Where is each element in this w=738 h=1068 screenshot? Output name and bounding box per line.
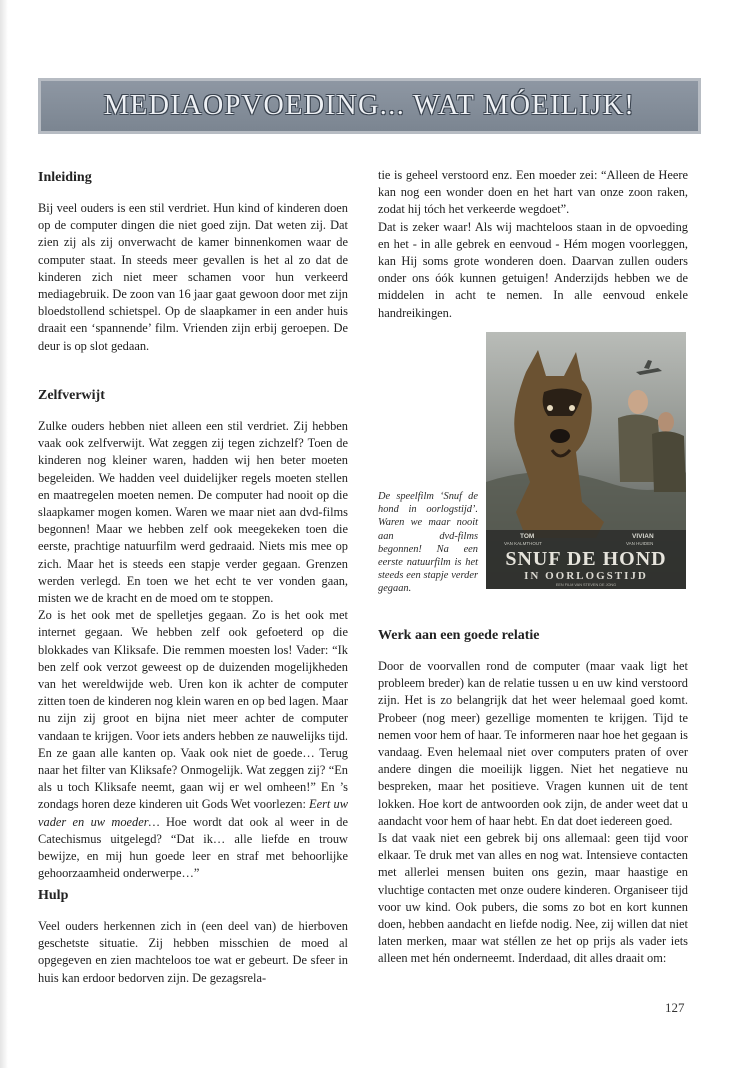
poster-subtitle: IN OORLOGSTIJD — [524, 570, 648, 582]
article-title: MEDIAOPVOEDING... WAT MÓEILIJK! — [103, 90, 636, 121]
zelfverwijt-quote: Eert uw vader en uw moeder… — [38, 797, 348, 829]
section-inleiding — [38, 170, 348, 355]
section-hulp-continued — [378, 167, 688, 322]
zelfverwijt-text: Zo is het ook met de spelletjes gegaan. Zo is het ook met internet gegaan. We hebben zelf ook gefoeterd op die blokkades van Kliksafe. Die remmen moesten los! Vader: “Ik ben zelf ook verzot geweest op de duizenden mogelijkheden van het wereldwijde web. Uren kon ik achter de computer zitten toen de kinderen nog klein waren en op bed lagen. Maar nu zijn zij groot en bijna niet meer achter de computer vandaan te krijgen. Voor iets anders hebben ze nauwelijks tijd. En ze gaan alle kanten op. Vaak ook niet de goede… Terug naar het filter van Kliksafe? Onmogelijk. Wat zeggen zij? “En als u toch Kliksafe neemt, gaan wij er wel omheen!” En ’s zondags horen deze kinderen uit Gods Wet voorlezen: — [38, 608, 348, 812]
page-number: 127 — [665, 1000, 685, 1015]
heading-zelfverwijt: Zelfverwijt — [38, 388, 105, 403]
section-hulp — [38, 888, 348, 987]
paragraph-hulp: Veel ouders herkennen zich in (een deel van) de hierboven geschetste situatie. Zij hebben misschien de moed al opgegeven en zien machteloos toe wat er gebeurt. De sfeer in huis kan erdoor bedorven zijn. De gezagsrela- — [38, 919, 348, 985]
movie-poster-image — [486, 332, 686, 589]
heading-hulp: Hulp — [38, 888, 69, 903]
poster-actor-left-surname: VAN KALMTHOUT — [504, 541, 542, 546]
article-title-banner — [38, 78, 701, 134]
paragraph-relatie-1: Door de voorvallen rond de computer (maar vaak ligt het probleem breder) kan de relatie tussen u en uw kind verstoord zijn. Het is zo belangrijk dat het weer helemaal goed komt. Probeer (nog meer) gezellige momenten te krijgen. Tijd te nemen voor hem of haar. Te informeren naar hoe het gegaan is vandaag. Even helemaal niet over computers praten of over andere dingen die moeilijk liggen. Niet het negatieve nu bespreken, maar het positieve. Vragen kunnen uit de tent lokken. Hoe kort de antwoorden ook zijn, de ander weet dat u aandacht voor hem of haar hebt. En dat doet iedereen goed. — [378, 659, 688, 828]
movie-poster — [486, 332, 686, 589]
section-relatie — [378, 628, 688, 968]
poster-actor-right-surname: VAN HUIDEN — [626, 541, 654, 546]
poster-actor-right: VIVIAN — [632, 533, 654, 540]
poster-title: SNUF DE HOND — [505, 548, 667, 570]
figure-caption: De speelfilm ‘Snuf de hond in oorlogstijd’. Waren we maar nooit aan dvd-films begonnen! Na een eerste natuurfilm is het steeds een stapje verder gegaan. — [378, 491, 478, 595]
poster-credit: EEN FILM VAN STEVEN DE JONG — [555, 583, 617, 587]
paragraph-zelfverwijt-2 — [38, 607, 348, 882]
section-zelfverwijt — [38, 388, 348, 882]
heading-inleiding: Inleiding — [38, 170, 92, 185]
paragraph-inleiding: Bij veel ouders is een stil verdriet. Hun kind of kinderen doen op de computer dingen die niet goed zijn. Dat weten zij. Dat zien zij als zij onverwacht de kamer binnenkomen waar de computer staat. In steeds meer gevallen is het al zo dat de kinderen zich niet meer schamen voor hun verkeerd mediagebruik. De zoon van 16 jaar gaat gewoon door met zijn bloedstollend schietspel. Op de slaapkamer in een ander huis draait een ‘spannende’ film. Vrienden zijn erbij geroepen. De deur is op slot gedaan. — [38, 201, 348, 353]
paragraph-relatie-2: Is dat vaak niet een gebrek bij ons allemaal: geen tijd voor elkaar. Te druk met van alles en nog wat. Intensieve contacten met allerlei mensen buiten ons gezin, maar haastige en vluchtige contacten met onze oudere kinderen. Organiseer tijd voor uw kind. Ook pubers, die soms zo bot en kort kunnen doen, hebben aandacht en liefde nodig. Nee, zij willen dat niet laten merken, maar wat stéllen ze het op prijs als vader iets alleen met hén onderneemt. Inderdaad, dit alles draait om: — [378, 831, 688, 966]
paragraph-hulp-vervolg-1: tie is geheel verstoord enz. Een moeder zei: “Alleen de Heere kan nog een wonder doen en het hart van onze zoon raken, zodat hij tóch het verkeerde wegdoet”. — [378, 168, 688, 217]
heading-relatie: Werk aan een goede relatie — [378, 628, 540, 643]
zelfverwijt-text-end: Hoe wordt dat ook al weer in de Catechismus uitgelegd? “Dat ik… alle liefde en trouw bewijze, en mij hun goede leer en straf met behoorlijke gehoorzaamheid onderwerpe…” — [38, 814, 348, 881]
paragraph-hulp-vervolg-2: Dat is zeker waar! Als wij machteloos staan in de opvoeding en het - in alle gebrek en eenvoud - Hém mogen voorleggen, kan Hij soms grote wonderen doen. Daarvan zullen ouders onder ons óók kunnen getuigen! Anderzijds hebben we de middelen in acht te nemen. In alle eenvoud enkele handreikingen. — [378, 219, 688, 320]
poster-actor-left: TOM — [520, 533, 535, 540]
paragraph-zelfverwijt-1: Zulke ouders hebben niet alleen een stil verdriet. Zij hebben vaak ook zelfverwijt. Wat zeggen zij tegen zichzelf? Toen de kinderen nog kleiner waren, hadden wij hen beter moeten begeleiden. We hadden veel duidelijker regels moeten stellen en maatregelen moeten nemen. De computer had nooit op die slaapkamer mogen komen. Waren we maar niet aan dvd-films begonnen! Maar we hebben zelf ook meegekeken toen die eerste, prachtige natuurfilm werd gedraaid. Niets mis mee op zich. Maar het is steeds een stapje verder gegaan. Grenzen werden verlegd. En toen we het echt te ver vonden gaan, misten we de kracht en de moed om te stoppen. — [38, 419, 348, 606]
page-edge-shadow — [0, 0, 8, 1068]
